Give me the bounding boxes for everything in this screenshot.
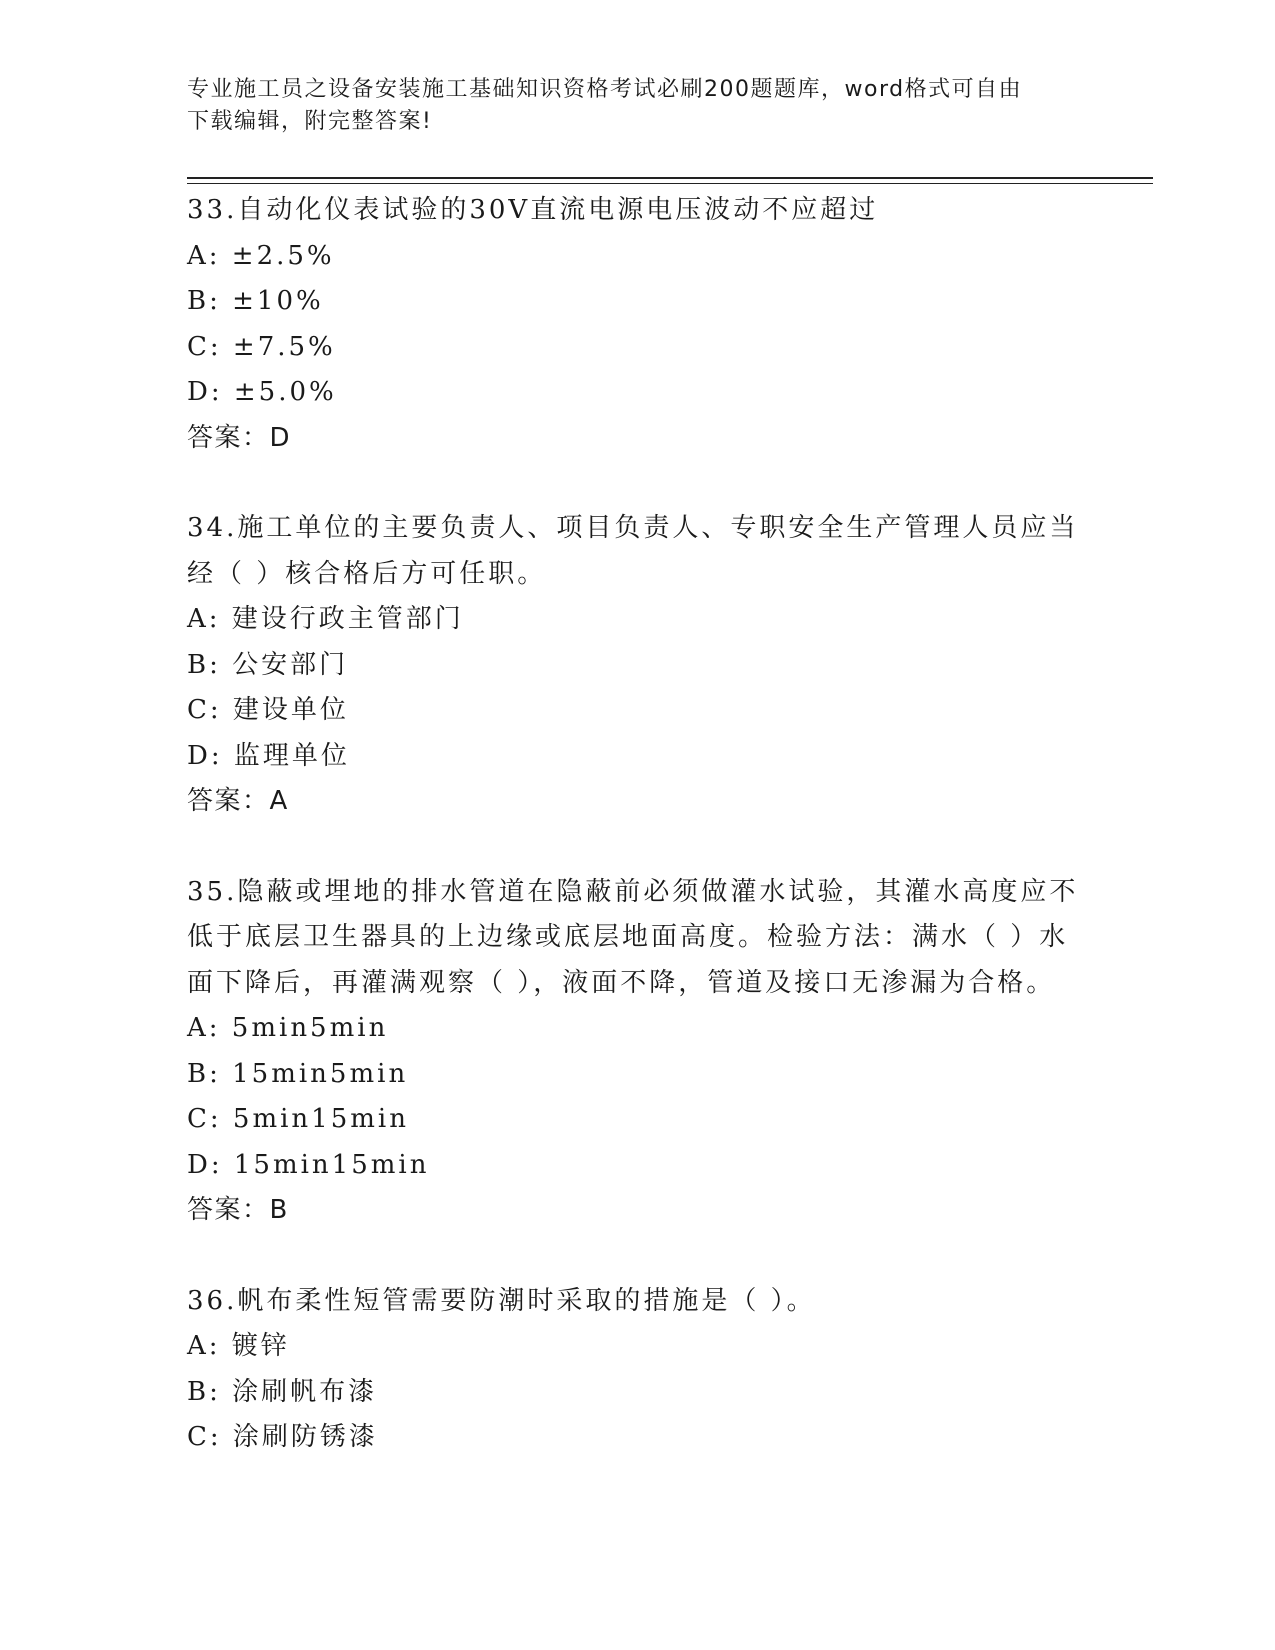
correct-answer: 答案：A [187, 786, 289, 816]
answer-option: B: 涂刷帆布漆 [187, 1376, 378, 1407]
answer-option: B: ±10% [187, 286, 324, 316]
question-block [187, 188, 1087, 461]
answer-option: A: 5min5min [187, 1013, 389, 1043]
question-list [187, 188, 1087, 1461]
question-stem-line: 经（ ）核合格后方可任职。 [187, 558, 547, 589]
answer-option: C: 建设单位 [187, 695, 349, 725]
header-title-line-1: 专业施工员之设备安装施工基础知识资格考试必刷200题题库，word格式可自由 [187, 77, 1023, 102]
question-stem-line: 低于底层卫生器具的上边缘或底层地面高度。检验方法：满水（ ）水 [187, 922, 1069, 952]
question-stem-line: 34.施工单位的主要负责人、项目负责人、专职安全生产管理人员应当 [187, 513, 1079, 543]
answer-option: B: 15min5min [187, 1058, 409, 1089]
answer-option: C: 5min15min [187, 1104, 409, 1134]
document-header [187, 74, 1067, 138]
answer-option: C: ±7.5% [187, 331, 336, 362]
question-block [187, 870, 1087, 1234]
header-title-line-2: 下载编辑，附完整答案! [187, 109, 433, 134]
question-stem-line: 36.帆布柔性短管需要防潮时采取的措施是（ ）。 [187, 1285, 816, 1316]
question-block [187, 1279, 1087, 1461]
header-divider-thick [187, 177, 1153, 179]
answer-option: C: 涂刷防锈漆 [187, 1422, 378, 1452]
correct-answer: 答案：D [187, 422, 292, 453]
answer-option: A: ±2.5% [187, 240, 335, 271]
question-stem-line: 35.隐蔽或埋地的排水管道在隐蔽前必须做灌水试验，其灌水高度应不 [187, 876, 1079, 907]
question-stem-line: 面下降后，再灌满观察（ ），液面不降，管道及接口无渗漏为合格。 [187, 967, 1056, 998]
answer-option: D: 监理单位 [187, 740, 350, 771]
question-block [187, 506, 1087, 825]
header-divider-thin [187, 183, 1153, 184]
answer-option: B: 公安部门 [187, 649, 349, 680]
answer-option: D: 15min15min [187, 1149, 430, 1180]
answer-option: A: 镀锌 [187, 1331, 290, 1361]
answer-option: A: 建设行政主管部门 [187, 604, 464, 634]
question-stem-line: 33.自动化仪表试验的30V直流电源电压波动不应超过 [187, 195, 879, 225]
correct-answer: 答案：B [187, 1195, 289, 1225]
answer-option: D: ±5.0% [187, 377, 337, 407]
